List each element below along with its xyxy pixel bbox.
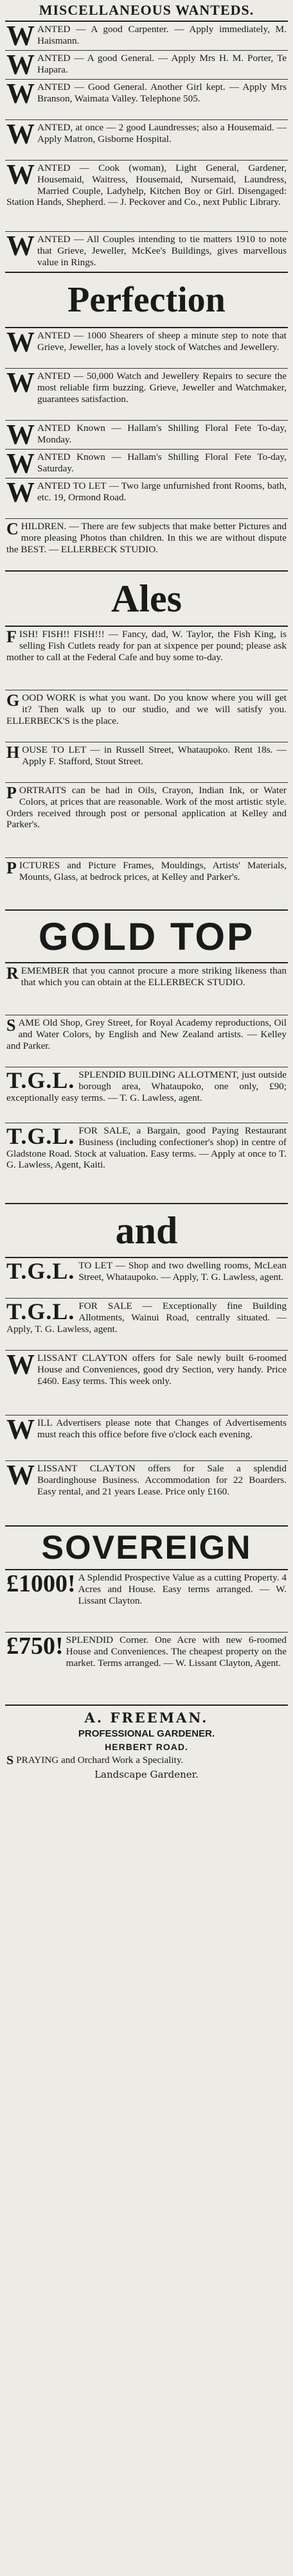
advertiser-tagline: Landscape Gardener.: [94, 1768, 199, 1780]
price-headline: £750!: [6, 1633, 64, 1660]
service-description: [5, 1752, 288, 1766]
ad-text: FOR SALE — Exceptionally fine Building Allotments, Wainui Road, centrally situated. — Apply, T. G. Lawless, agent.: [6, 1301, 287, 1335]
ad-text: TO LET — Shop and two dwelling rooms, McLean Street, Whataupoko. — Apply, T. G. Lawless, agent.: [78, 1260, 287, 1283]
ad-text: FOR SALE, a Bargain, good Paying Restaurant Business (including confectioner's shop) in centre of Gladstone Road. Stock at valuation. Easy terms. — Apply at once to T. G. Lawless, Agent, Kaiti.: [6, 1125, 287, 1171]
classified-ad: [5, 450, 288, 478]
price-headline: £1000!: [6, 1570, 76, 1597]
classified-ad: [5, 1415, 288, 1460]
banner-ales: Ales: [111, 577, 182, 620]
ad-text: ANTED — 1000 Shearers of sheep a minute step to note that Grieve, Jeweller, has a lovely stock of Watches and Jewellery.: [37, 330, 287, 353]
classified-ad: [5, 232, 288, 272]
drop-initial: P: [6, 859, 17, 877]
drop-initial: W: [6, 478, 35, 508]
classified-ad: [5, 783, 288, 857]
drop-initial: W: [6, 161, 35, 190]
classified-ad: [5, 1633, 288, 1704]
freeman-ad: [5, 1706, 288, 1802]
ad-text: ANTED — A good Carpenter. — Apply immediately, M. Haismann.: [37, 24, 287, 46]
drop-initial: T.G.L.: [6, 1067, 75, 1093]
classified-ad: [5, 80, 288, 119]
drop-initial: C: [6, 520, 19, 538]
drop-initial: W: [6, 369, 35, 398]
drop-initial: T.G.L.: [6, 1299, 75, 1324]
classified-ad: [5, 161, 288, 231]
banner-and: and: [115, 1209, 178, 1252]
ad-text: HILDREN. — There are few subjects that make better Pictures and more pleasing Photos than children. In this we are without dispute the BEST. — ELLERBECK STUDIO.: [6, 521, 287, 555]
classified-ad: [5, 519, 288, 570]
drop-initial: W: [6, 1461, 35, 1491]
classified-ad: [5, 1258, 288, 1298]
ad-text: ANTED Known — Hallam's Shilling Floral Fete To-day, Saturday.: [37, 451, 287, 474]
ad-text: ANTED — A good General. — Apply Mrs H. M. Porter, Te Hapara.: [37, 53, 287, 75]
classified-ad: [5, 1123, 288, 1203]
classified-ad: [5, 421, 288, 449]
ad-text: ANTED, at once — 2 good Laundresses; also a Housemaid. — Apply Matron, Gisborne Hospital.: [37, 122, 287, 145]
drop-initial: W: [6, 51, 35, 79]
advertiser-title: PROFESSIONAL GARDENER.: [78, 1728, 215, 1739]
ad-text: OOD WORK is what you want. Do you know where you will get it? Then walk up to our studio, and we will satisfy you. ELLERBECK'S is the place.: [6, 692, 287, 726]
banner-sovereign: SOVEREIGN: [41, 1529, 252, 1566]
drop-initial: T.G.L.: [6, 1123, 75, 1149]
ad-text: ANTED TO LET — Two large unfurnished front Rooms, bath, etc. 19, Ormond Road.: [37, 480, 287, 503]
drop-initial: W: [6, 450, 35, 478]
drop-initial: G: [6, 691, 20, 710]
drop-initial: F: [6, 627, 17, 646]
ad-text: ANTED — Cook (woman), Light General, Gardener, Housemaid, Waitress, Housemaid, Nursemaid, Laundress, Married Couple, Ladyhelp, Kitchen Boy or Girl. Disengaged: Station Hands, Shepherd. — J. Peckover and Co., next Public Library.: [6, 162, 287, 208]
classified-ad: [5, 1067, 288, 1123]
ad-text: ORTRAITS can be had in Oils, Crayon, Indian Ink, or Water Colors, at prices that are reasonable. Work of the most artistic style. Orders received through post or personal application at Kelley and Parker's.: [6, 785, 287, 830]
drop-initial: W: [6, 232, 35, 261]
ad-text: LISSANT CLAYTON offers for Sale newly built 6-roomed House and Conveniences, good dry Section, very handy. Price £460. Easy terms. This week only.: [37, 1353, 287, 1387]
classified-ad: [5, 51, 288, 79]
ad-text: AME Old Shop, Grey Street, for Royal Academy reproductions, Oil and Water Colors, by English and New Zealand artists. — Kelley and Parker.: [6, 1017, 287, 1051]
drop-initial: S: [6, 1016, 16, 1035]
ad-text: ANTED — 50,000 Watch and Jewellery Repairs to secure the most reliable firm buzzing. Grieve, Jeweller and Watchmaker, guarantees satisfaction.: [37, 371, 287, 405]
ad-text: SPLENDID Corner. One Acre with new 6-roomed House and Conveniences. The cheapest property on the market. Terms arranged. — W. Lissant Clayton, Agent.: [66, 1634, 287, 1669]
drop-initial: P: [6, 784, 17, 802]
drop-initial: W: [6, 1415, 35, 1445]
section-heading: MISCELLANEOUS WANTEDS.: [39, 2, 254, 18]
classified-ad: [5, 328, 288, 368]
classified-ad: [5, 742, 288, 782]
banner-gold-top: GOLD TOP: [38, 915, 255, 958]
ad-text: ANTED — All Couples intending to tie matters 1910 to note that Grieve, Jeweller, McKee's Buildings, gives marvellous value in Rings.: [37, 234, 287, 268]
advertiser-name: A. FREEMAN.: [84, 1710, 209, 1726]
drop-initial: W: [6, 80, 35, 109]
classified-ad: [5, 369, 288, 420]
ad-text: SPLENDID BUILDING ALLOTMENT, just outside borough area, Whataupoko, one only, £90; exceptionally easy terms. — T. G. Lawless, agent.: [6, 1069, 287, 1103]
classified-ad: [5, 120, 288, 160]
classified-ad: [5, 1461, 288, 1525]
ad-text: ISH! FISH!! FISH!!! — Fancy, dad, W. Taylor, the Fish King, is selling Fish Cutlets ready for pan at sixpence per pound; please ask mother to call at the Federal Cafe and buy some to-day.: [6, 629, 287, 663]
classified-ad: [5, 1351, 288, 1415]
ad-text: A Splendid Prospective Value as a cutting Property. 4 Acres and House. Easy terms arranged. — W. Lissant Clayton.: [78, 1572, 287, 1606]
drop-initial: W: [6, 22, 35, 50]
ad-text: ILL Advertisers please note that Changes of Advertisements must reach this office before five o'clock each evening.: [37, 1417, 287, 1440]
ad-text: ICTURES and Picture Frames, Mouldings, Artists' Materials, Mounts, Glass, at bedrock prices, at Kelley and Parker's.: [19, 860, 287, 882]
classified-ad: [5, 478, 288, 518]
classified-ad: [5, 963, 288, 1015]
drop-initial: W: [6, 120, 35, 150]
drop-initial: W: [6, 328, 35, 358]
classified-ad: [5, 22, 288, 50]
ad-text: ANTED Known — Hallam's Shilling Floral Fete To-day, Monday.: [37, 423, 287, 445]
drop-initial: W: [6, 1351, 35, 1380]
drop-initial: H: [6, 743, 20, 762]
classified-ad: [5, 1299, 288, 1350]
ad-text: OUSE TO LET — in Russell Street, Whataupoko. Rent 18s. — Apply F. Stafford, Stout Street.: [22, 744, 287, 767]
ad-text: ANTED — Good General. Another Girl kept. — Apply Mrs Branson, Waimata Valley. Telephone 505.: [37, 82, 287, 104]
ad-text: LISSANT CLAYTON offers for Sale a splendid Boardinghouse Business. Accommodation for 22 Boarders. Easy rental, and 21 years Lease. Price only £160.: [37, 1463, 287, 1497]
ad-text: PRAYING and Orchard Work a Speciality.: [16, 1755, 184, 1766]
classified-ad: [5, 858, 288, 909]
classified-ad: [5, 690, 288, 742]
advertiser-address: HERBERT ROAD.: [105, 1742, 188, 1752]
drop-initial: R: [6, 964, 19, 983]
drop-initial: S: [6, 1753, 14, 1767]
drop-initial: T.G.L.: [6, 1258, 75, 1284]
classified-ad: [5, 1570, 288, 1632]
classified-ad: [5, 1015, 288, 1067]
ad-text: EMEMBER that you cannot procure a more striking likeness than that which you can obtain at the ELLERBECK STUDIO.: [21, 965, 287, 988]
banner-perfection: Perfection: [67, 280, 226, 320]
classified-ad: [5, 627, 288, 690]
classifieds-column: [5, 0, 288, 2576]
drop-initial: W: [6, 421, 35, 449]
